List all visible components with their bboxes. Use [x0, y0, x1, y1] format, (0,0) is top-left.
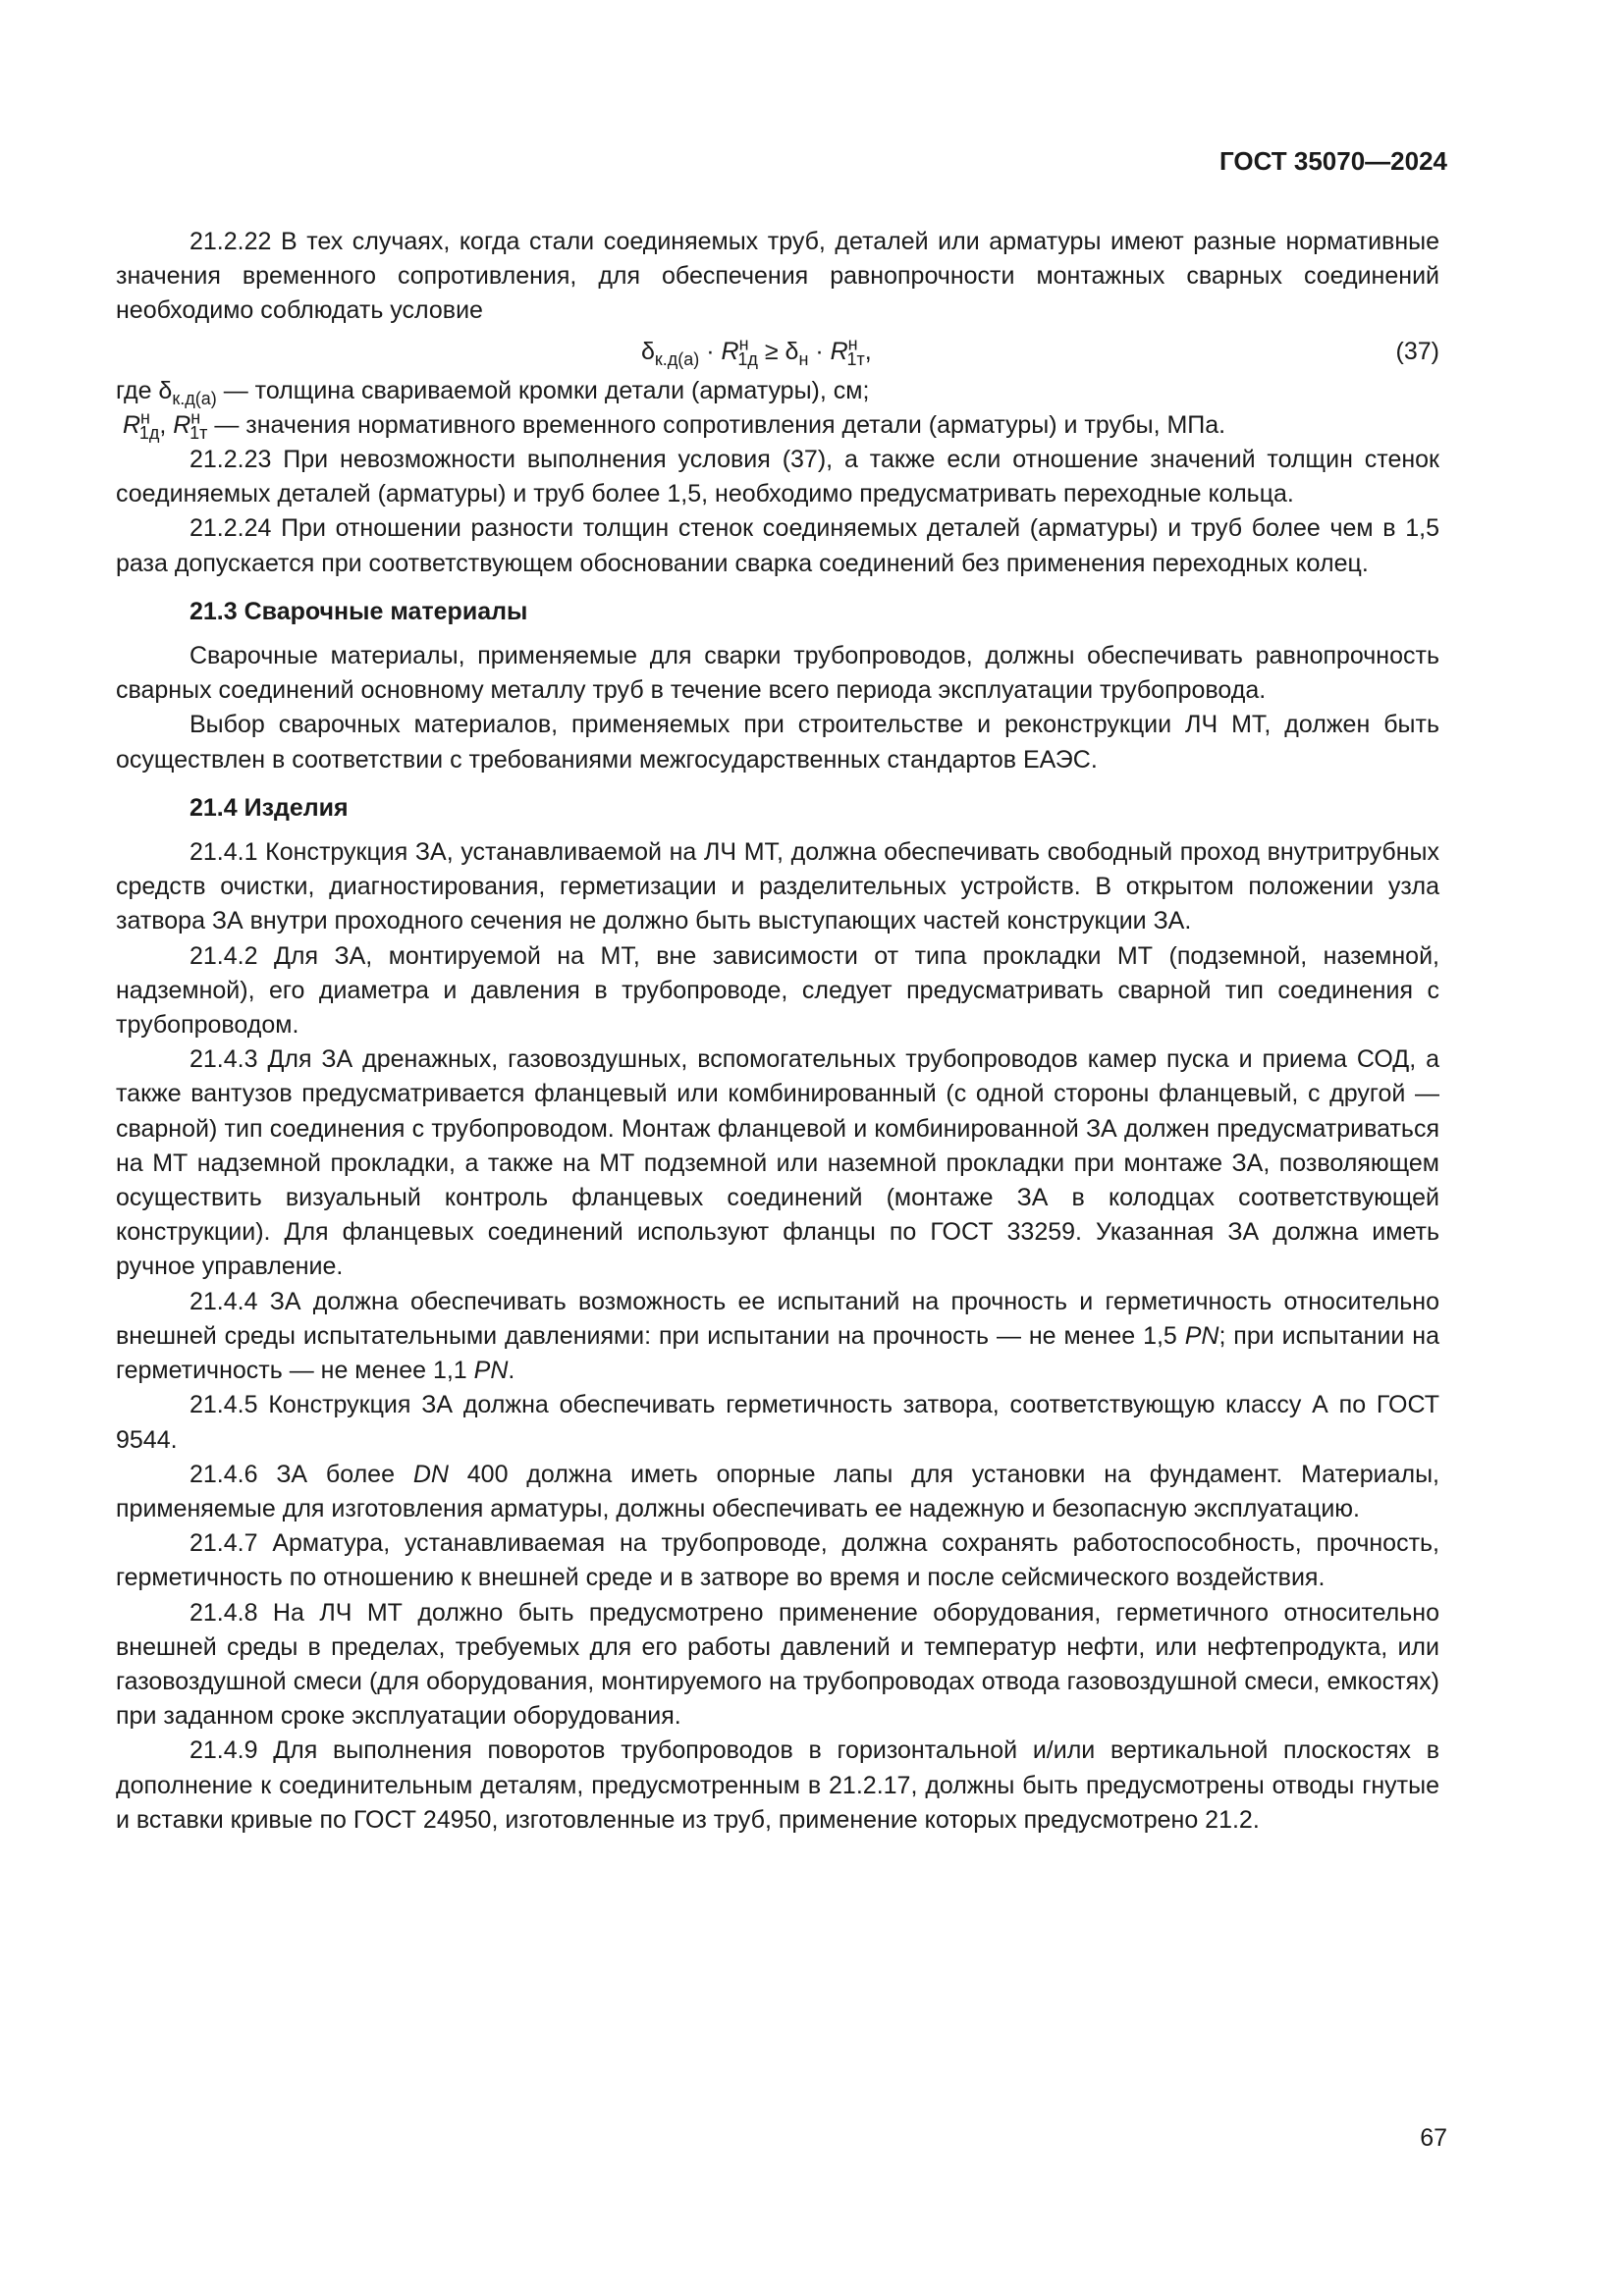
document-header: ГОСТ 35070—2024 [1219, 146, 1447, 176]
paragraph-21-4-5: 21.4.5 Конструкция ЗА должна обеспечивать герметичность затвора, соответствующую классу А по ГОСТ 9544. [116, 1391, 1439, 1454]
p-21-4-6-part1: 21.4.6 ЗА более [189, 1460, 395, 1488]
paragraph-21-2-24: 21.2.24 При отношении разности толщин стенок соединяемых деталей (арматуры) и труб более чем в 1,5 раза допускается при соответствующем обосновании сварка соединений без применения переходных колец. [116, 514, 1439, 577]
dn-symbol: DN [412, 1460, 449, 1488]
paragraph-21-3-a: Сварочные материалы, применяемые для сварки трубопроводов, должны обеспечивать равнопрочность сварных соединений основному металлу труб в течение всего периода эксплуатации трубопровода. [116, 642, 1439, 705]
pn-symbol: PN [473, 1357, 509, 1385]
p-21-4-4-end: . [508, 1357, 515, 1385]
paragraph-21-4-9: 21.4.9 Для выполнения поворотов трубопроводов в горизонтальной и/или вертикальной плоскостях в дополнение к соединительным деталям, предусмотренным в 21.2.17, должны быть предусмотрены отводы гнутые и вставки кривые по ГОСТ 24950, изготовленные из труб, применение которых предусмотрено 21.2. [116, 1736, 1439, 1834]
paragraph-21-4-2: 21.4.2 Для ЗА, монтируемой на МТ, вне зависимости от типа прокладки МТ (подземной, наземной, надземной), его диаметра и давления в трубопроводе, следует предусматривать сварной тип соединения с трубопроводом. [116, 941, 1439, 1040]
where-r-text: — значения нормативного временного сопротивления детали (арматуры) и трубы, МПа. [214, 410, 1226, 439]
paragraph-21-4-7: 21.4.7 Арматура, устанавливаемая на трубопроводе, должна сохранять работоспособность, прочность, герметичность по отношению к внешней среде и в затворе во время и после сейсмического воздействия. [116, 1529, 1439, 1592]
paragraph-21-3-b: Выбор сварочных материалов, применяемых при строительстве и реконструкции ЛЧ МТ, должен быть осуществлен в соответствии с требованиями межгосударственных стандартов ЕАЭС. [116, 711, 1439, 774]
where-r: $R^н_{1д}$, $R^н_{1т}$ — значения нормативного временного сопротивления детали (арматуры) и трубы, МПа. [122, 407, 1226, 443]
p-21-4-4-part2: ; при испытании на герметичность — не менее 1,1 [116, 1321, 1439, 1385]
paragraph-21-4-3: 21.4.3 Для ЗА дренажных, газовоздушных, вспомогательных трубопроводов камер пуска и приема СОД, а также вантузов предусматривается фланцевый или комбинированный (с одной стороны фланцевый, с другой — сварной) тип соединения с трубопроводом. Монтаж фланцевой и комбинированной ЗА должен предусматриваться на МТ надземной прокладки, а также на МТ подземной или наземной прокладки при монтаже ЗА, позволяющем осуществить визуальный контроль фланцевых соединений (монтаже ЗА в колодцах соответствующей конструкции). Для фланцевых соединений используют фланцы по ГОСТ 33259. Указанная ЗА должна иметь ручное управление. [116, 1045, 1439, 1281]
paragraph-21-2-22: 21.2.22 В тех случаях, когда стали соединяемых труб, деталей или арматуры имеют разные нормативные значения временного сопротивления, для обеспечения равнопрочности монтажных сварных соединений необходимо соблюдать условие [116, 228, 1439, 325]
p-21-4-6-part2: 400 должна иметь опорные лапы для установки на фундамент. Материалы, применяемые для изготовления арматуры, должны обеспечивать ее надежную и безопасную эксплуатацию. [116, 1460, 1439, 1522]
formula-expression: $\delta_{к.д(а)} \cdot R^н_{1д} \ge \delta_н \cdot R^н_{1т}$, [641, 334, 872, 369]
p-21-4-4-part1: 21.4.4 ЗА должна обеспечивать возможность ее испытаний на прочность и герметичность относительно внешней среды испытательными давлениями: при испытании на прочность — не менее 1,5 [116, 1287, 1439, 1350]
paragraph-21-2-23: 21.2.23 При невозможности выполнения условия (37), а также если отношение значений толщин стенок соединяемых деталей (арматуры) и труб более 1,5, необходимо предусматривать переходные кольца. [116, 446, 1439, 508]
formula-37 [116, 329, 1439, 374]
formula-number: (37) [1395, 337, 1439, 365]
section-heading-21-4: 21.4 Изделия [189, 793, 349, 822]
where-delta: где $\delta_{к.д(а)}$ — толщина свариваемой кромки детали (арматуры), см; [116, 376, 870, 408]
paragraph-21-4-4 [116, 1285, 1439, 1389]
page-number: 67 [1420, 2124, 1447, 2152]
paragraph-21-4-8: 21.4.8 На ЛЧ МТ должно быть предусмотрено применение оборудования, герметичного относительно внешней среды в пределах, требуемых для его работы давлений и температур нефти, или нефтепродукта, или газовоздушной смеси (для оборудования, монтируемого на трубопроводах отвода газовоздушной смеси, емкостях) при заданном сроке эксплуатации оборудования. [116, 1598, 1439, 1731]
page-content [116, 225, 1439, 1838]
paragraph-21-4-1: 21.4.1 Конструкция ЗА, устанавливаемой на ЛЧ МТ, должна обеспечивать свободный проход внутритрубных средств очистки, диагностирования, герметизации и разделительных устройств. В открытом положении узла затвора ЗА внутри проходного сечения не должно быть выступающих частей конструкции ЗА. [116, 838, 1439, 935]
section-heading-21-3: 21.3 Сварочные материалы [189, 597, 528, 625]
pn-symbol: PN [1184, 1321, 1219, 1350]
where-delta-text: — толщина свариваемой кромки детали (арматуры), см; [223, 376, 870, 404]
paragraph-21-4-6 [116, 1458, 1439, 1526]
